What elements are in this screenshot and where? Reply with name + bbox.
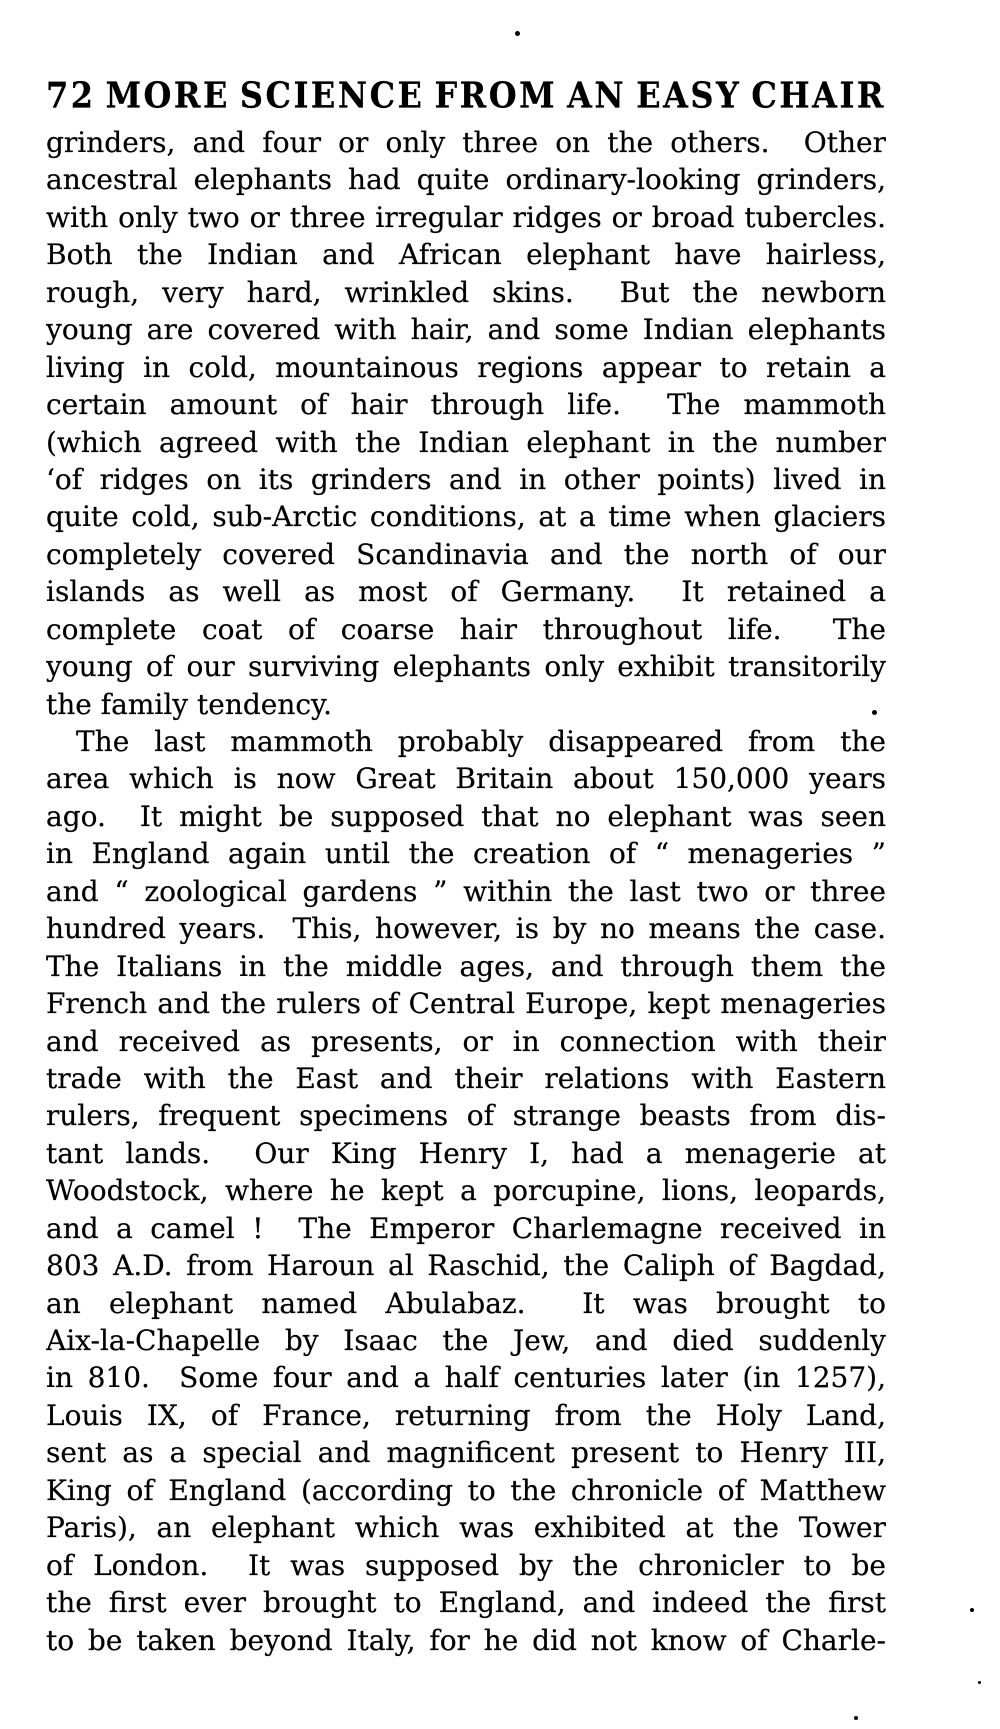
text-line: 803 A.D. from Haroun al Raschid, the Caliph of Bagdad, xyxy=(46,1249,886,1283)
text-line: King of England (according to the chronicle of Matthew xyxy=(46,1473,886,1507)
text-line: Louis IX, of France, returning from the Holy Land, xyxy=(46,1398,886,1432)
title-word: MORE xyxy=(105,74,230,117)
text-line: rulers, frequent specimens of strange beasts from dis- xyxy=(46,1099,886,1133)
text-line: the first ever brought to England, and indeed the first xyxy=(46,1586,886,1620)
text-line: young of our surviving elephants only exhibit transitorily xyxy=(46,650,886,684)
text-line: grinders, and four or only three on the others. Other xyxy=(46,126,886,159)
text-line: sent as a special and magnificent present to Henry III, xyxy=(46,1436,886,1470)
page-number: 72 xyxy=(46,74,96,117)
page-header xyxy=(46,74,886,117)
text-line: of London. It was supposed by the chronicler to be xyxy=(46,1548,886,1582)
text-line: (which agreed with the Indian elephant in the number xyxy=(46,425,886,459)
text-line: complete coat of coarse hair throughout life. The xyxy=(46,612,886,646)
text-line: The last mammoth probably disappeared from the xyxy=(76,725,886,758)
text-line: young are covered with hair, and some Indian elephants xyxy=(46,313,886,347)
title-word: CHAIR xyxy=(751,74,886,117)
text-line: The Italians in the middle ages, and through them the xyxy=(46,949,886,983)
scan-speck xyxy=(872,710,877,715)
text-line: living in cold, mountainous regions appear to retain a xyxy=(46,350,886,384)
scan-speck xyxy=(515,31,520,36)
text-line: in England again until the creation of “ menageries ” xyxy=(46,837,886,871)
text-line: Paris), an elephant which was exhibited at the Tower xyxy=(46,1511,886,1545)
text-line: and a camel ! The Emperor Charlemagne received in xyxy=(46,1211,886,1245)
scan-speck xyxy=(978,1681,981,1684)
text-line: to be taken beyond Italy, for he did not know of Charle- xyxy=(46,1623,886,1657)
text-line: completely covered Scandinavia and the north of our xyxy=(46,537,886,571)
text-line: rough, very hard, wrinkled skins. But the newborn xyxy=(46,275,886,309)
text-line: Woodstock, where he kept a porcupine, lions, leopards, xyxy=(46,1174,886,1208)
text-line: in 810. Some four and a half centuries later (in 1257), xyxy=(46,1361,886,1395)
text-line: area which is now Great Britain about 150,000 years xyxy=(46,762,886,796)
title-word: EASY xyxy=(636,74,742,117)
title-word: FROM xyxy=(434,74,558,117)
text-line: hundred years. This, however, is by no means the case. xyxy=(46,912,886,946)
text-line: tant lands. Our King Henry I, had a menagerie at xyxy=(46,1136,886,1170)
scan-speck xyxy=(970,1608,974,1612)
text-line: ‘of ridges on its grinders and in other points) lived in xyxy=(46,462,886,496)
title-word: SCIENCE xyxy=(239,74,425,117)
text-line: quite cold, sub-Arctic conditions, at a time when glaciers xyxy=(46,500,886,534)
scan-speck xyxy=(854,1716,858,1720)
text-line: with only two or three irregular ridges or broad tubercles. xyxy=(46,200,886,234)
text-line: ago. It might be supposed that no elephant was seen xyxy=(46,799,886,833)
text-line: an elephant named Abulabaz. It was brought to xyxy=(46,1286,886,1320)
text-line: and received as presents, or in connection with their xyxy=(46,1024,886,1058)
text-line: the family tendency. xyxy=(46,687,333,721)
title-word: AN xyxy=(567,74,627,117)
text-line: certain amount of hair through life. The mammoth xyxy=(46,388,886,422)
text-line: islands as well as most of Germany. It retained a xyxy=(46,575,886,609)
text-line: Both the Indian and African elephant have hairless, xyxy=(46,238,886,272)
page-body xyxy=(46,124,886,1659)
text-line: Aix-la-Chapelle by Isaac the Jew, and died suddenly xyxy=(46,1324,886,1357)
text-line: and “ zoological gardens ” within the last two or three xyxy=(46,874,886,908)
text-line: French and the rulers of Central Europe, kept menageries xyxy=(46,987,886,1021)
text-line: ancestral elephants had quite ordinary-looking grinders, xyxy=(46,163,886,197)
text-line: trade with the East and their relations with Eastern xyxy=(46,1061,886,1095)
